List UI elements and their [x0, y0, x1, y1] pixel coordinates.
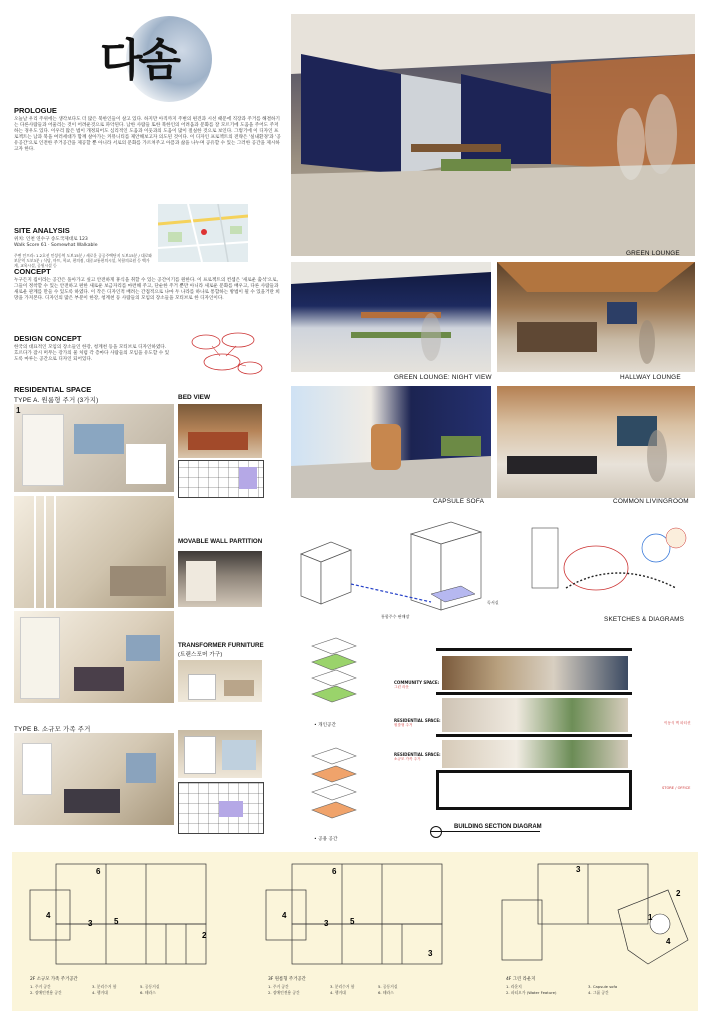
bed-view-label: BED VIEW [178, 394, 211, 401]
section-title-marker [430, 826, 442, 838]
svg-text:4: 4 [46, 911, 51, 920]
plan-2f-legend-4: 4. 행거대 [92, 990, 108, 995]
svg-text:4: 4 [666, 937, 671, 946]
design-concept-heading: DESIGN CONCEPT [14, 334, 82, 343]
type-b-render [14, 733, 174, 825]
plan-2f-legend-3: 3. 분리수거 함 [92, 984, 117, 989]
hallway-lounge-render [497, 262, 695, 372]
green-lounge-render [291, 14, 695, 256]
plan-2f [26, 860, 226, 970]
plan-3f-legend-1: 1. 주거 공간 [268, 984, 289, 989]
svg-text:5: 5 [350, 917, 355, 926]
design-concept-body: 한국의 대표적인 모임의 장소들인 한강, 청계천 등을 모티브로 디자인하였다. 흐르다가 잠시 머무는 강가의 물 처럼 각 층마다 사람들의 모임을 유도할 수 있도록 마루는 공간으로 디자인 되어있다. [14, 345, 170, 362]
type-a-plan [178, 460, 264, 498]
svg-text:2: 2 [676, 889, 681, 898]
transformer-label: TRANSFORMER FURNITURE [178, 642, 264, 649]
svg-text:3: 3 [576, 865, 581, 874]
movable-wall-label: MOVABLE WALL PARTITION [178, 538, 263, 545]
section-community-sub: 그린 라운 [394, 685, 410, 689]
svg-text:6: 6 [96, 867, 101, 876]
room-number: 1 [16, 406, 21, 415]
concept-heading: CONCEPT [14, 267, 51, 276]
site-line-3: 주변 인프라: 1.2호선 인성동역 도보15분 / 새로운 공공주택단지 도보15분 / 대로와 보문역 도보3분 / 식당, 마트, 학교, 편의점, 대중교통편의시설, 복합의료원 등 백가게, 교육시설, 공원시설 등 [14, 253, 152, 268]
plan-3f [262, 860, 458, 970]
residential-heading: RESIDENTIAL SPACE [14, 385, 92, 394]
transformer-sublabel: (트랜스포머 가구) [178, 652, 223, 658]
svg-text:2: 2 [202, 931, 207, 940]
section-community-label: COMMUNITY SPACE: [394, 680, 440, 685]
type-b-label: TYPE B. 소규모 가족 주거 [14, 726, 91, 733]
poster-board [8, 8, 702, 1015]
section-residential1-label: RESIDENTIAL SPACE: [394, 718, 441, 723]
prologue-body: 오늘날 우리 주위에는 생각보다도 더 많은 북한인들이 살고 있다. 하지만 아직까지 주변의 편견과 시선 때문에 직장과 주거를 해결하기는 다른사람들과 어울리는 것이 어려운것으로 파악된다. 남한 사람들 또한 북한인의 어려움과 문화를 잘 모르기에 도움을 주어도 주저하는 경우도 있다. 이우리 많은 법이 개정되어도 심리적인 도움과 이웃과의 도움이 많이 절실한 것으로 보인다. 그렇기에 이 디자인 프로젝트는 남과 북을 여러세대가 함께 살아가는 커뮤니티를 제안해보고자 의도된 것이다. 이 디자인 프로젝트의 전략은 '실내환경'과 '공유공간'으로 인전한 주거공간을 제공할 뿐 아니라 서로의 문화를 가르쳐주고 아픔과 삶을 나누며 공유할 수 있는 그러한 공간을 제시하고자 한다. [14, 117, 281, 152]
section-residential2-sub: 소규모 가족 주거 [394, 757, 421, 761]
prologue-heading: PROLOGUE [14, 106, 57, 115]
plan-4f-title: 4F 그린 라운지 [506, 977, 536, 982]
green-lounge-night-caption: GREEN LOUNGE: NIGHT VIEW [394, 374, 492, 381]
plan-2f-legend-2: 2. 장애인전용 공간 [30, 990, 62, 995]
type-a-render-3 [14, 611, 174, 703]
plan-4f-legend-3: 3. Capsule sofa [588, 984, 618, 989]
plan-3f-legend-4: 4. 행거대 [330, 990, 346, 995]
plan-2f-legend-5: 5. 공동거실 [140, 984, 160, 989]
svg-text:6: 6 [332, 867, 337, 876]
concept-body: 누구든지 집이라는 공간은 돌아가고 싶고 안전하게 휴식을 취할 수 있는 공간이기를 원한다. 이 프로젝트의 컨셉은 '새로운 출석'으로, 그들이 정착할 수 있는 안전하고 편한 새로운 보금자리를 마련해 주고, 단순한 주거 뿐만 아니라 새로운 문화를 배우고, 다른 사람들과 새로운 관계를 만들 수 있도록 하였다. 이 작은 디자인적 배려는 간접적으로 나마 두 나라를 하나로 통합하는 방법이 될 수 있을거란 희망을 가져본다. 디자인의 많은 부분이 한강, 청계천 등 사람들의 모임의 장소들을 모티브로 한 디자인이다. [14, 278, 280, 301]
section-residential2-label: RESIDENTIAL SPACE: [394, 752, 441, 757]
concept-sketch [186, 328, 264, 380]
svg-text:1: 1 [648, 913, 653, 922]
hallway-lounge-caption: HALLWAY LOUNGE [620, 374, 681, 381]
site-analysis-heading: SITE ANALYSIS [14, 226, 70, 235]
plan-3f-legend-3: 3. 분리수거 함 [330, 984, 355, 989]
section-store-label: STORE / OFFICE [662, 786, 691, 790]
section-right-note: 이동식 벽 파티션 [664, 721, 691, 725]
site-line-2: Walk Score 61 · Somewhat Walkable [14, 243, 98, 248]
plan-2f-legend-6: 6. 테라스 [140, 990, 156, 995]
plan-3f-legend-6: 6. 테라스 [378, 990, 394, 995]
shared-space-label: • 공용 공간 [314, 837, 338, 842]
svg-text:4: 4 [282, 911, 287, 920]
svg-text:3: 3 [324, 919, 329, 928]
building-section [436, 648, 632, 810]
private-stack [308, 632, 360, 718]
plan-2f-legend-1: 1. 주거 공간 [30, 984, 51, 989]
site-map [158, 204, 248, 262]
private-space-label: • 개인공간 [314, 723, 336, 728]
section-residential1-sub: 원룸형 주거 [394, 723, 413, 727]
svg-text:5: 5 [114, 917, 119, 926]
type-a-label: TYPE A. 원룸형 주거 (3가지) [14, 397, 99, 404]
sketches-diagram [526, 518, 696, 614]
green-lounge-caption: GREEN LOUNGE [626, 250, 680, 257]
axo-label-left: 통합주수 판매장 [381, 614, 410, 619]
transformer-render-1 [178, 660, 262, 702]
plan-3f-legend-5: 5. 공동거실 [378, 984, 398, 989]
sketches-caption: SKETCHES & DIAGRAMS [604, 616, 685, 623]
type-b-plan [178, 782, 264, 834]
bed-view-render [178, 404, 262, 458]
logo-text: 다솜 [100, 35, 178, 86]
axo-diagram [291, 514, 511, 626]
site-line-1: 위치: 인천 연수구 송도국제대로 123 [14, 237, 88, 242]
plan-4f-legend-2: 2. 파티오가 (Water Feature) [506, 990, 557, 995]
type-a-render-1 [14, 404, 174, 492]
plan-4f-legend-1: 1. 라운지 [506, 984, 522, 989]
plan-4f [498, 860, 694, 970]
axo-label-right: 독서실 [487, 600, 499, 605]
movable-wall-render [178, 551, 262, 607]
svg-text:3: 3 [88, 919, 93, 928]
common-livingroom-render [497, 386, 695, 498]
plan-3f-legend-2: 2. 장애인전용 공간 [268, 990, 300, 995]
plan-3f-title: 3F 원룸형 주거공간 [268, 977, 306, 982]
capsule-sofa-caption: CAPSULE SOFA [433, 498, 485, 505]
type-b-render-small [178, 730, 262, 778]
type-a-render-2 [14, 496, 174, 608]
plan-4f-legend-4: 4. 그룹 공간 [588, 990, 609, 995]
section-title-rule [430, 831, 540, 832]
green-lounge-night-render [291, 262, 491, 372]
plan-2f-title: 2F 소규모 가족 주거공간 [30, 977, 78, 982]
common-livingroom-caption: COMMON LIVINGROOM [613, 498, 689, 505]
shared-stack [308, 742, 360, 834]
svg-text:3: 3 [428, 949, 433, 958]
section-title: BUILDING SECTION DIAGRAM [454, 824, 542, 830]
capsule-sofa-render [291, 386, 491, 498]
